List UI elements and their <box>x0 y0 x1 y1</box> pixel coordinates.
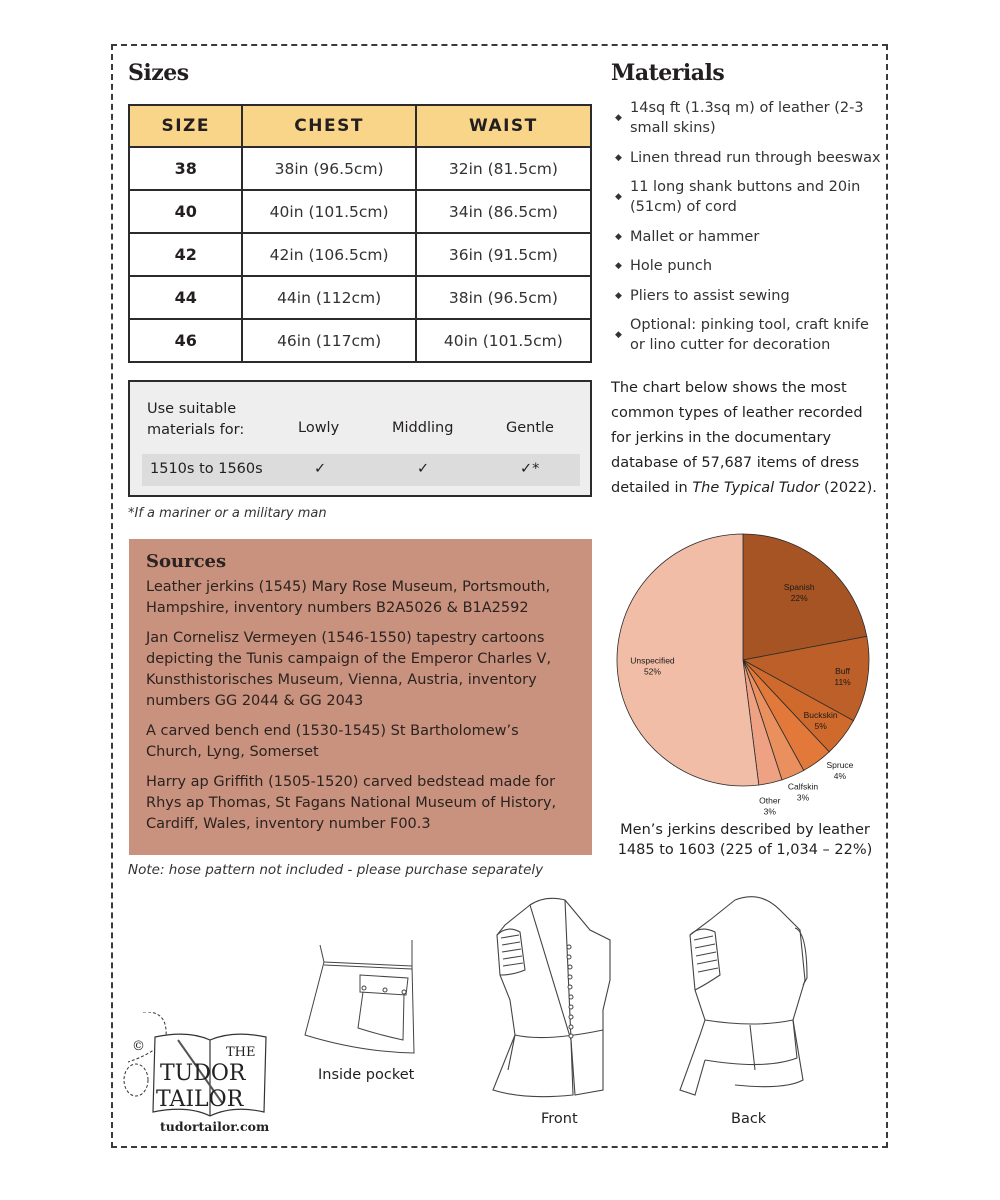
logo-tudor: TUDOR <box>160 1061 246 1086</box>
sources-box <box>129 539 592 855</box>
list-item <box>611 315 881 355</box>
list-item <box>611 98 881 138</box>
pie-label-name: Spanish <box>783 582 815 593</box>
source-item: Leather jerkins (1545) Mary Rose Museum, Portsmouth, Hampshire, inventory numbers B2A5026 & B1A2592 <box>146 579 551 616</box>
diamond-bullet-icon: ◆ <box>615 290 622 301</box>
pie-label-name: Unspecified <box>630 655 675 666</box>
list-item <box>611 286 881 306</box>
suitability-label <box>147 399 244 441</box>
pie-label-value: 22% <box>790 593 808 604</box>
pie-label-value: 3% <box>763 806 776 815</box>
suitability-box <box>128 380 592 497</box>
pie-label-name: Buckskin <box>803 710 838 721</box>
material-text: 14sq ft (1.3sq m) of leather (2-3 small skins) <box>630 100 864 136</box>
chart-subtitle: 1485 to 1603 (225 of 1,034 – 22%) <box>617 842 873 858</box>
size-cell: 40 <box>129 190 242 233</box>
waist-cell: 40in (101.5cm) <box>416 319 591 362</box>
chest-cell: 46in (117cm) <box>242 319 415 362</box>
column-middling: Middling <box>392 420 454 436</box>
waist-cell: 32in (81.5cm) <box>416 147 591 190</box>
size-cell: 42 <box>129 233 242 276</box>
logo-tailor: TAILOR <box>156 1087 244 1112</box>
header-size: SIZE <box>129 105 242 147</box>
intro-text: The chart below shows the most common types of leather recorded for jerkins in the documentary database of 57,687 items of dress detailed in <box>611 380 863 496</box>
material-text: Pliers to assist sewing <box>630 287 790 304</box>
jerkin-back-illustration <box>675 890 825 1105</box>
material-text: Mallet or hammer <box>630 228 760 245</box>
sizes-header-row <box>129 105 591 147</box>
diamond-bullet-icon: ◆ <box>615 231 622 242</box>
material-text: Linen thread run through beeswax <box>630 149 881 166</box>
pie-label-calfskin <box>788 782 819 803</box>
material-text: Hole punch <box>630 258 713 274</box>
size-cell: 46 <box>129 319 242 362</box>
chart-intro-text <box>611 376 881 501</box>
hose-note: Note: hose pattern not included - please purchase separately <box>128 862 544 878</box>
table-row <box>129 276 591 319</box>
table-row <box>129 233 591 276</box>
logo-url: tudortailor.com <box>160 1119 270 1134</box>
material-text: Optional: pinking tool, craft knife or lino cutter for decoration <box>630 317 869 353</box>
list-item <box>611 227 881 247</box>
inside-pocket-illustration <box>300 940 430 1060</box>
pie-label-value: 4% <box>833 771 847 782</box>
open-book-needle-icon <box>118 1012 278 1137</box>
column-lowly: Lowly <box>298 420 340 436</box>
column-gentle: Gentle <box>506 420 554 436</box>
waist-cell: 38in (96.5cm) <box>416 276 591 319</box>
diamond-bullet-icon: ◆ <box>615 152 622 163</box>
pocket-label: Inside pocket <box>318 1067 415 1083</box>
pie-label-spruce <box>826 760 853 781</box>
chest-cell: 38in (96.5cm) <box>242 147 415 190</box>
jerkin-front-illustration <box>485 890 625 1105</box>
front-label: Front <box>541 1111 578 1127</box>
materials-heading: Materials <box>611 60 725 86</box>
waist-cell: 36in (91.5cm) <box>416 233 591 276</box>
copyright-icon: © <box>132 1039 145 1054</box>
list-item <box>611 148 881 168</box>
suitability-footnote: *If a mariner or a military man <box>128 506 327 521</box>
material-text: 11 long shank buttons and 20in (51cm) of cord <box>630 179 861 215</box>
book-title: The Typical Tudor <box>692 480 820 496</box>
leather-pie-chart <box>605 525 895 815</box>
back-label: Back <box>731 1111 767 1127</box>
waist-cell: 34in (86.5cm) <box>416 190 591 233</box>
diamond-bullet-icon: ◆ <box>615 192 622 202</box>
period-label: 1510s to 1560s <box>150 461 263 477</box>
size-cell: 38 <box>129 147 242 190</box>
list-item <box>611 256 881 276</box>
header-chest: CHEST <box>242 105 415 147</box>
chest-cell: 40in (101.5cm) <box>242 190 415 233</box>
check-icon-lowly: ✓ <box>314 461 327 477</box>
logo-the: THE <box>226 1045 256 1060</box>
chart-title: Men’s jerkins described by leather <box>620 822 870 838</box>
table-row <box>129 147 591 190</box>
check-icon-gentle: ✓* <box>520 461 540 477</box>
check-icon-middling: ✓ <box>417 461 430 477</box>
chest-cell: 42in (106.5cm) <box>242 233 415 276</box>
pie-label-value: 11% <box>834 676 851 687</box>
pie-label-name: Other <box>759 795 781 806</box>
size-cell: 44 <box>129 276 242 319</box>
pie-label-other <box>759 796 780 815</box>
pie-label-name: Spruce <box>826 760 854 771</box>
sizes-table <box>128 104 592 363</box>
table-row <box>129 190 591 233</box>
sources-heading: Sources <box>146 551 227 572</box>
pie-label-name: Calfskin <box>787 781 819 792</box>
source-item: Harry ap Griffith (1505-1520) carved bedstead made for Rhys ap Thomas, St Fagans National Museum of History, Cardiff, Wales, inventory number F00.3 <box>146 774 557 832</box>
pie-label-buff <box>834 666 851 687</box>
diamond-bullet-icon: ◆ <box>615 113 622 123</box>
sizes-heading: Sizes <box>128 60 189 86</box>
pie-label-value: 5% <box>814 721 827 732</box>
materials-list <box>611 98 881 365</box>
intro-text-end: (2022). <box>819 480 877 496</box>
tudor-tailor-logo <box>118 1012 278 1137</box>
pie-label-name: Buff <box>835 665 851 676</box>
suitability-label-line2: materials for: <box>147 422 245 438</box>
table-row <box>129 319 591 362</box>
chest-cell: 44in (112cm) <box>242 276 415 319</box>
pie-label-value: 52% <box>643 666 661 677</box>
pie-label-value: 3% <box>796 792 810 803</box>
diamond-bullet-icon: ◆ <box>615 261 622 271</box>
source-item: Jan Cornelisz Vermeyen (1546-1550) tapestry cartoons depicting the Tunis campaign of the Emperor Charles V, Kunsthistorisches Museum, Vienna, Austria, inventory numbers GG 2044 & GG 2043 <box>146 630 552 709</box>
chart-caption <box>605 820 885 860</box>
suitability-label-line1: Use suitable <box>147 401 237 417</box>
header-waist: WAIST <box>416 105 591 147</box>
list-item <box>611 177 881 217</box>
diamond-bullet-icon: ◆ <box>615 330 622 340</box>
source-item: A carved bench end (1530-1545) St Bartholomew’s Church, Lyng, Somerset <box>146 723 519 760</box>
